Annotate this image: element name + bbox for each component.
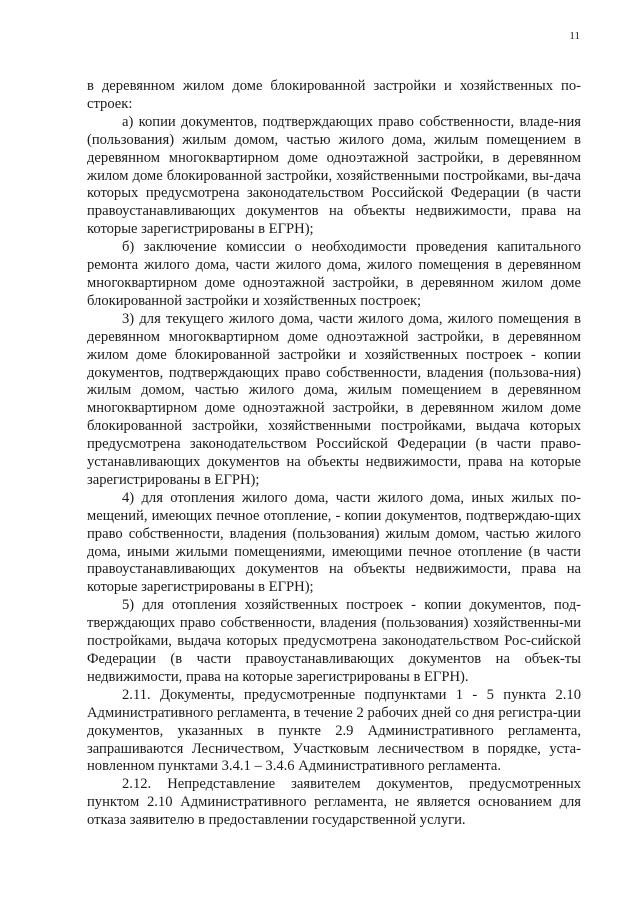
paragraph-item-3: 3) для текущего жилого дома, части жилого дома, жилого помещения в деревянном многоквартирном доме одноэтажной застройки, в деревянном жилом доме блокированной застройки и хозяйственных построек - копии документов, подтверждающих право собственности, владения (пользова-ния) жилым домом, частью жилого дома, жилым помещением в деревянном многоквартирном доме одноэтажной застройки, в деревянном жилом доме блокированной застройки, хозяйственными постройками, выдача которых предусмотрена законодательством Российской Федерации (в части право-устанавливающих документов на объекты недвижимости, права на которые зарегистрированы в ЕГРН); (87, 310, 581, 488)
document-body (87, 78, 581, 830)
page-number: 11 (569, 30, 580, 42)
paragraph-item-b: б) заключение комиссии о необходимости проведения капитального ремонта жилого дома, части жилого дома, жилого помещения в деревянном многоквартирном доме одноэтажной застройки, в деревянном жилом доме блокированной застройки и хозяйственных построек; (87, 239, 581, 309)
paragraph-item-5: 5) для отопления хозяйственных построек - копии документов, под-тверждающих право собственности, владения (пользования) хозяйственны-ми постройками, выдача которых предусмотрена законодательством Рос-сийской Федерации (в части правоустанавливающих документов на объек-ты недвижимости, права на которые зарегистрированы в ЕГРН). (87, 597, 581, 685)
paragraph-section-2-12: 2.12. Непредставление заявителем документов, предусмотренных пунктом 2.10 Административного регламента, не является основанием для отказа заявителю в предоставлении государственной услуги. (87, 776, 581, 829)
paragraph-intro: в деревянном жилом доме блокированной застройки и хозяйственных по-строек: (87, 78, 581, 112)
paragraph-section-2-11: 2.11. Документы, предусмотренные подпунктами 1 - 5 пункта 2.10 Административного регламента, в течение 2 рабочих дней со дня регистра-ции документов, указанных в пункте 2.9 Административного регламента, запрашиваются Лесничеством, Участковым лесничеством в порядке, уста-новленном пунктами 3.4.1 – 3.4.6 Административного регламента. (87, 686, 581, 775)
paragraph-item-a: а) копии документов, подтверждающих право собственности, владе-ния (пользования) жилым домом, частью жилого дома, жилым помещением в деревянном многоквартирном доме одноэтажной застройки, в деревянном жилом доме блокированной застройки, хозяйственными постройками, вы-дача которых предусмотрена законодательством Российской Федерации (в части правоустанавливающих документов на объекты недвижимости, права на которые зарегистрированы в ЕГРН); (87, 113, 581, 238)
paragraph-item-4: 4) для отопления жилого дома, части жилого дома, иных жилых по-мещений, имеющих печное отопление, - копии документов, подтверждаю-щих право собственности, владения (пользования) жилым домом, частью жилого дома, иными жилыми помещениями, имеющими печное отопление (в части правоустанавливающих документов на объекты недвижимости, права на которые зарегистрированы в ЕГРН); (87, 489, 581, 596)
